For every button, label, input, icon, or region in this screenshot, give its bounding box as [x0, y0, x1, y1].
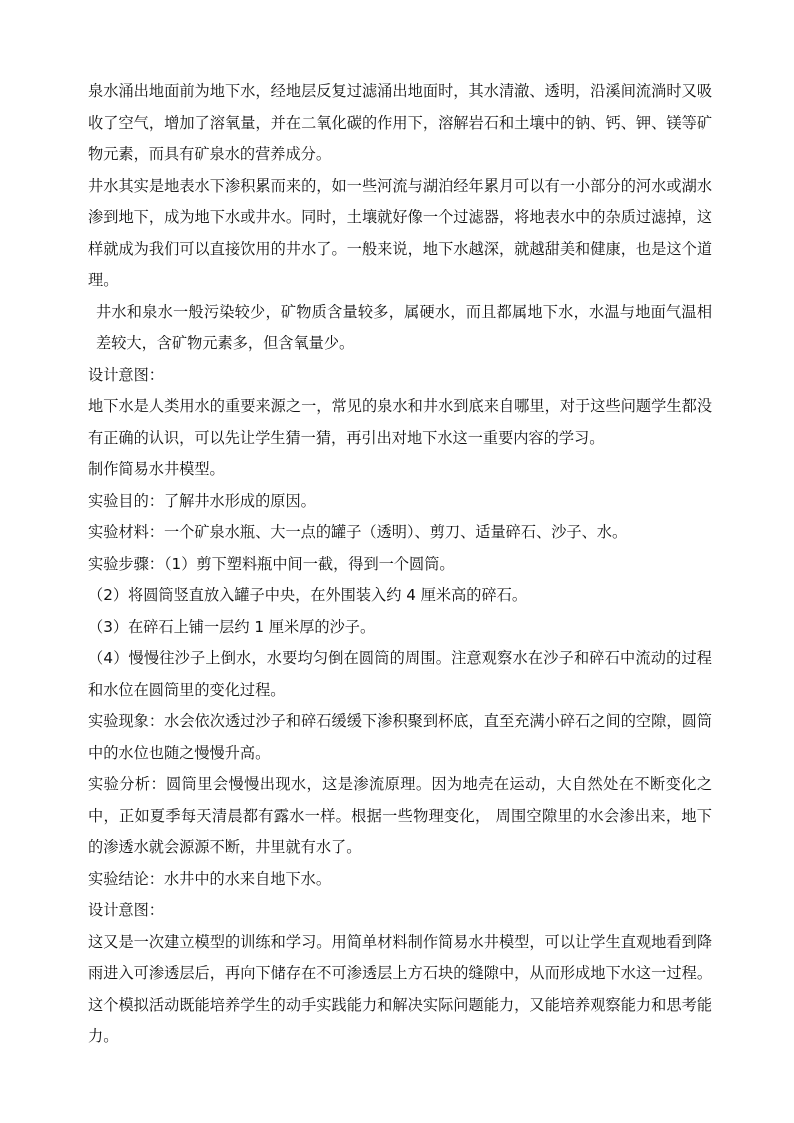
experiment-analysis: 实验分析：圆筒里会慢慢出现水，这是渗流原理。因为地壳在运动，大自然处在不断变化之中，正如夏季每天清晨都有露水一样。根据一些物理变化， 周围空隙里的水会渗出来，地下的渗透水就会源源不断，井里就有水了。 [88, 775, 712, 856]
heading-make-model: 制作简易水井模型。 [88, 460, 225, 478]
experiment-conclusion: 实验结论：水井中的水来自地下水。 [88, 869, 331, 888]
paragraph-design-intent-2: 这又是一次建立模型的训练和学习。用简单材料制作简易水井模型，可以让学生直观地看到降雨进入可渗透层后，再向下储存在不可渗透层上方石块的缝隙中，从而形成地下水这一过程。这个模拟活动既能培养学生的动手实践能力和解决实际问题能力，又能培养观察能力和思考能力。 [88, 932, 712, 1045]
paragraph-well-water: 井水其实是地表水下渗积累而来的，如一些河流与湖泊经年累月可以有一小部分的河水或湖水渗到地下，成为地下水或井水。同时，土壤就好像一个过滤器，将地表水中的杂质过滤掉，这样就成为我们可以直接饮用的井水了。一般来说，地下水越深，就越甜美和健康，也是这个道理。 [88, 176, 712, 289]
paragraph-spring-water: 泉水涌出地面前为地下水，经地层反复过滤涌出地面时，其水清澈、透明，沿溪间流淌时又吸收了空气，增加了溶氧量，并在二氧化碳的作用下，溶解岩石和土壤中的钠、钙、钾、镁等矿物元素，而具有矿泉水的营养成分。 [88, 82, 712, 163]
experiment-step-2: （2）将圆筒竖直放入罐子中央，在外围装入约 4 厘米高的碎石。 [88, 586, 528, 604]
experiment-step-3: （3）在碎石上铺一层约 1 厘米厚的沙子。 [88, 617, 376, 636]
paragraph-design-intent-1: 地下水是人类用水的重要来源之一，常见的泉水和井水到底来自哪里，对于这些问题学生都没有正确的认识，可以先让学生猜一猜，再引出对地下水这一重要内容的学习。 [88, 397, 712, 447]
experiment-purpose: 实验目的：了解井水形成的原因。 [88, 491, 316, 510]
experiment-phenomenon: 实验现象：水会依次透过沙子和碎石缓缓下渗积聚到杯底，直至充满小碎石之间的空隙，圆筒中的水位也随之慢慢升高。 [88, 712, 712, 762]
experiment-materials: 实验材料：一个矿泉水瓶、大一点的罐子（透明）、剪刀、适量碎石、沙子、水。 [88, 523, 628, 541]
document-page [88, 76, 712, 1053]
experiment-step-4: （4）慢慢往沙子上倒水，水要均匀倒在圆筒的周围。注意观察水在沙子和碎石中流动的过程和水位在圆筒里的变化过程。 [88, 649, 712, 699]
heading-design-intent-1: 设计意图： [88, 365, 164, 384]
experiment-step-1: 实验步骤：（1）剪下塑料瓶中间一截，得到一个圆筒。 [88, 554, 455, 573]
heading-design-intent-2: 设计意图： [88, 901, 164, 919]
paragraph-comparison: 井水和泉水一般污染较少，矿物质含量较多，属硬水，而且都属地下水，水温与地面气温相差较大，含矿物元素多，但含氧量少。 [96, 302, 712, 352]
